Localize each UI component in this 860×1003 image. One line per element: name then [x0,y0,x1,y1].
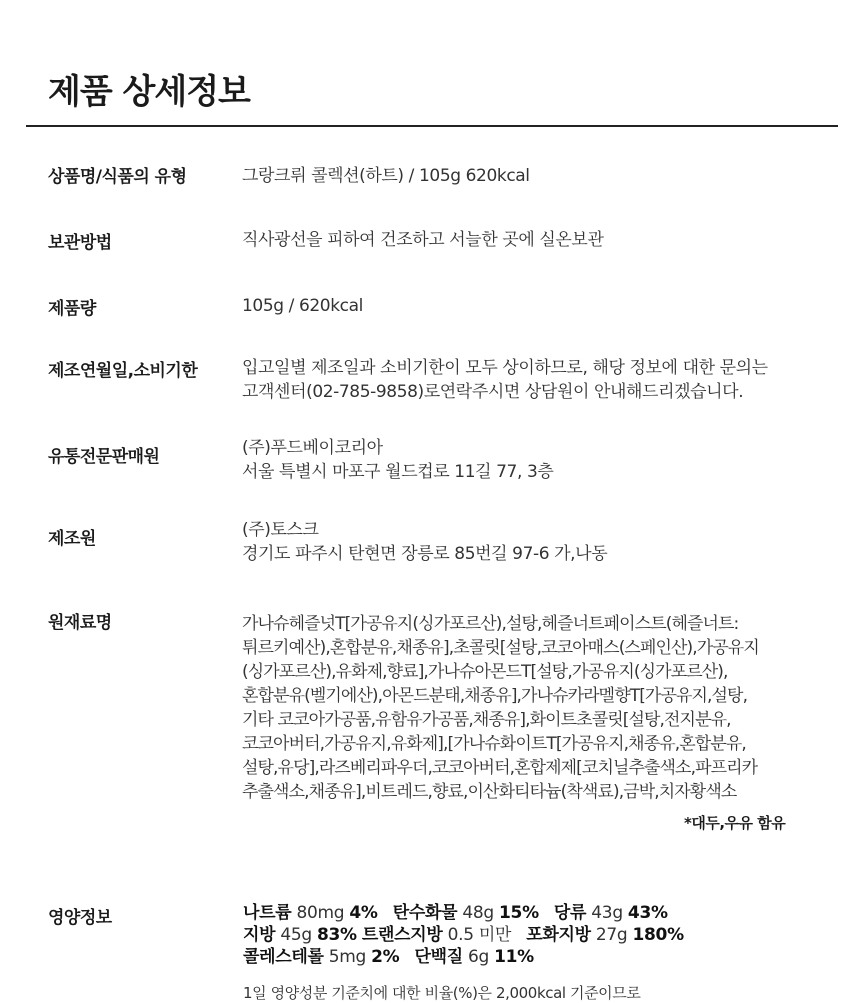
nutrient-amount: 27g [595,925,628,945]
nutrient-name: 트랜스지방 [361,925,443,945]
value-line: (싱가포르산),유화제,향료],가나슈아몬드T[설탕,가공유지(싱가포르산), [242,662,728,682]
value-line: (주)푸드베이코리아 [242,438,383,458]
nutrient-percent: 15% [499,903,539,923]
nutrient-amount: 0.5 미만 [447,925,512,945]
nutrient-percent: 2% [371,947,400,967]
nutrient-amount: 80mg [296,903,345,923]
row-label: 제조연월일,소비기한 [48,361,198,381]
nutrient-percent: 4% [349,903,378,923]
nutrient-amount: 6g [467,947,489,967]
allergen-note: *대두,우유 함유 [684,814,786,832]
row-value [242,436,827,484]
row-label: 보관방법 [48,233,112,253]
nutrient-amount: 48g [462,903,494,923]
row-label: 유통전문판매원 [48,447,160,467]
value-line: 가나슈헤즐넛T[가공유지(싱가포르산),설탕,헤즐너트페이스트(헤즐너트: [242,614,739,634]
row-label: 영양정보 [48,908,112,928]
value-line: 기타 코코아가공품,유함유가공품,채종유],화이트초콜릿[설탕,전지분유, [242,710,731,730]
nutrient-percent: 11% [494,947,534,967]
row-value [242,612,827,804]
title-divider [26,125,838,127]
nutrient-percent: 43% [627,903,668,923]
value-line: 입고일별 제조일과 소비기한이 모두 상이하므로, 해당 정보에 대한 문의는 [242,358,768,378]
nutrient-percent: 180% [632,925,684,945]
nutrient-name: 포화지방 [526,925,591,945]
page-title: 제품 상세정보 [48,72,250,112]
nutrient-percent: 83% [317,925,357,945]
nutrient-name: 나트륨 [243,903,292,923]
value-line: (주)토스크 [242,520,319,540]
row-label: 상품명/식품의 유형 [48,167,187,187]
row-value [242,518,827,566]
nutrient-name: 지방 [243,925,276,945]
value-line: 경기도 파주시 탄현면 장릉로 85번길 97-6 가,나동 [242,544,608,564]
nutrition-note: 1일 영양성분 기준치에 대한 비율(%)은 2,000kcal 기준이므로 [243,984,641,1002]
row-value [242,356,827,404]
nutrient-amount: 45g [280,925,312,945]
value-line: 서울 특별시 마포구 월드컵로 11길 77, 3층 [242,462,554,482]
nutrition-line [243,942,534,967]
value-line: 고객센터(02-785-9858)로연락주시면 상담원이 안내해드리겠습니다. [242,382,744,402]
value-line: 혼합분유(벨기에산),아몬드분태,채종유],가나슈카라멜향T[가공유지,설탕, [242,686,748,706]
value-line: 추출색소,채종유],비트레드,향료,이산화티타늄(착색료),금박,치자황색소 [242,782,737,802]
nutrient-name: 단백질 [414,947,463,967]
nutrient-name: 탄수화물 [392,903,458,923]
value-line: 그랑크뤼 콜렉션(하트) / 105g 620kcal [242,166,530,186]
nutrient-name: 콜레스테롤 [243,947,324,967]
row-value [242,294,827,318]
nutrient-amount: 43g [591,903,623,923]
row-label: 원재료명 [48,613,112,633]
value-line: 105g / 620kcal [242,296,363,316]
value-line: 설탕,유당],라즈베리파우더,코코아버터,혼합제제[코치닐추출색소,파프리카 [242,758,758,778]
nutrient-name: 당류 [553,903,587,923]
value-line: 코코아버터,가공유지,유화제],[가나슈화이트T[가공유지,채종유,혼합분유, [242,734,746,754]
row-value [242,228,827,252]
row-value [242,164,827,188]
value-line: 튀르키예산),혼합분유,채종유],초콜릿[설탕,코코아매스(스페인산),가공유지 [242,638,759,658]
row-label: 제조원 [48,529,96,549]
value-line: 직사광선을 피하여 건조하고 서늘한 곳에 실온보관 [242,230,604,250]
nutrient-amount: 5mg [328,947,367,967]
row-label: 제품량 [48,299,96,319]
